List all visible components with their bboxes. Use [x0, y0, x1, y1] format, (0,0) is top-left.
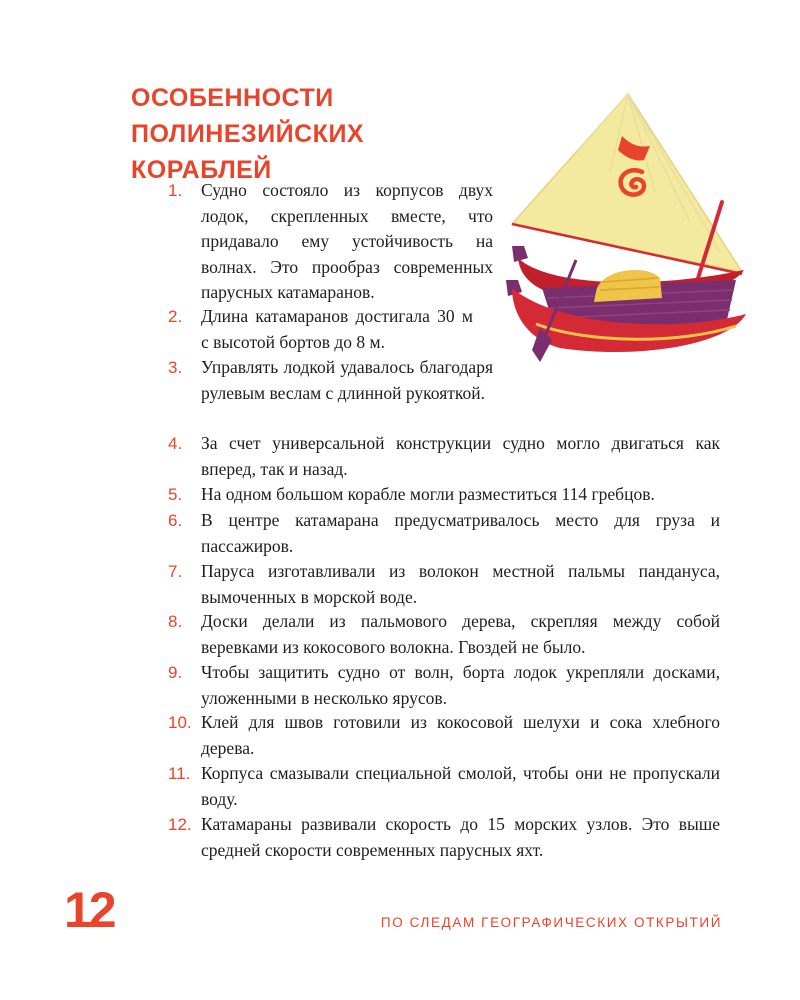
item-text: Катамараны развивали скорость до 15 морских узлов. Это выше средней скорости современных парусных яхт.: [201, 814, 720, 860]
page-number: 12: [64, 882, 114, 938]
item-number: 11.: [168, 764, 191, 783]
item-number: 10.: [168, 713, 192, 732]
item-text: Судно состояло из корпусов двух лодок, скрепленных вместе, что придавало ему устойчивость на волнах. Это прообраз современных парусных катамаранов.: [201, 180, 493, 302]
item-number: 3.: [168, 358, 183, 377]
item-text: Длина катамаранов достигала 30 м с высотой бортов до 8 м.: [201, 306, 473, 352]
item-number: 4.: [168, 434, 183, 453]
item-number: 12.: [168, 815, 192, 834]
running-title: ПО СЛЕДАМ ГЕОГРАФИЧЕСКИХ ОТКРЫТИЙ: [380, 915, 722, 930]
item-number: 1.: [168, 181, 183, 200]
item-text: Паруса изготавливали из волокон местной пальмы пандануса, вымоченных в морской воде.: [201, 561, 720, 607]
item-number: 5.: [168, 485, 183, 504]
item-number: 8.: [168, 612, 183, 631]
item-text: В центре катамарана предусматривалось место для груза и пассажиров.: [201, 510, 720, 556]
item-text: Доски делали из пальмового дерева, скрепляя между собой веревками из кокосового волокна. Гвоздей не было.: [201, 611, 720, 657]
item-text: За счет универсальной конструкции судно могло двигаться как вперед, так и назад.: [201, 433, 720, 479]
item-number: 9.: [168, 663, 183, 682]
item-text: Управлять лодкой удавалось благодаря рулевым веслам с длинной рукояткой.: [201, 357, 493, 403]
item-text: На одном большом корабле могли разместиться 114 гребцов.: [201, 484, 655, 504]
item-text: Корпуса смазывали специальной смолой, чтобы они не пропускали воду.: [201, 763, 720, 809]
item-number: 6.: [168, 511, 183, 530]
page-title: ОСОБЕННОСТИ ПОЛИНЕЗИЙСКИХ КОРАБЛЕЙ: [131, 84, 365, 184]
item-number: 7.: [168, 562, 183, 581]
polynesian-catamaran-illustration: [490, 92, 780, 372]
item-number: 2.: [168, 307, 183, 326]
item-text: Чтобы защитить судно от волн, борта лодок укрепляли досками, уложенными в несколько ярусов.: [201, 662, 720, 708]
item-text: Клей для швов готовили из кокосовой шелухи и сока хлебного дерева.: [201, 712, 720, 758]
